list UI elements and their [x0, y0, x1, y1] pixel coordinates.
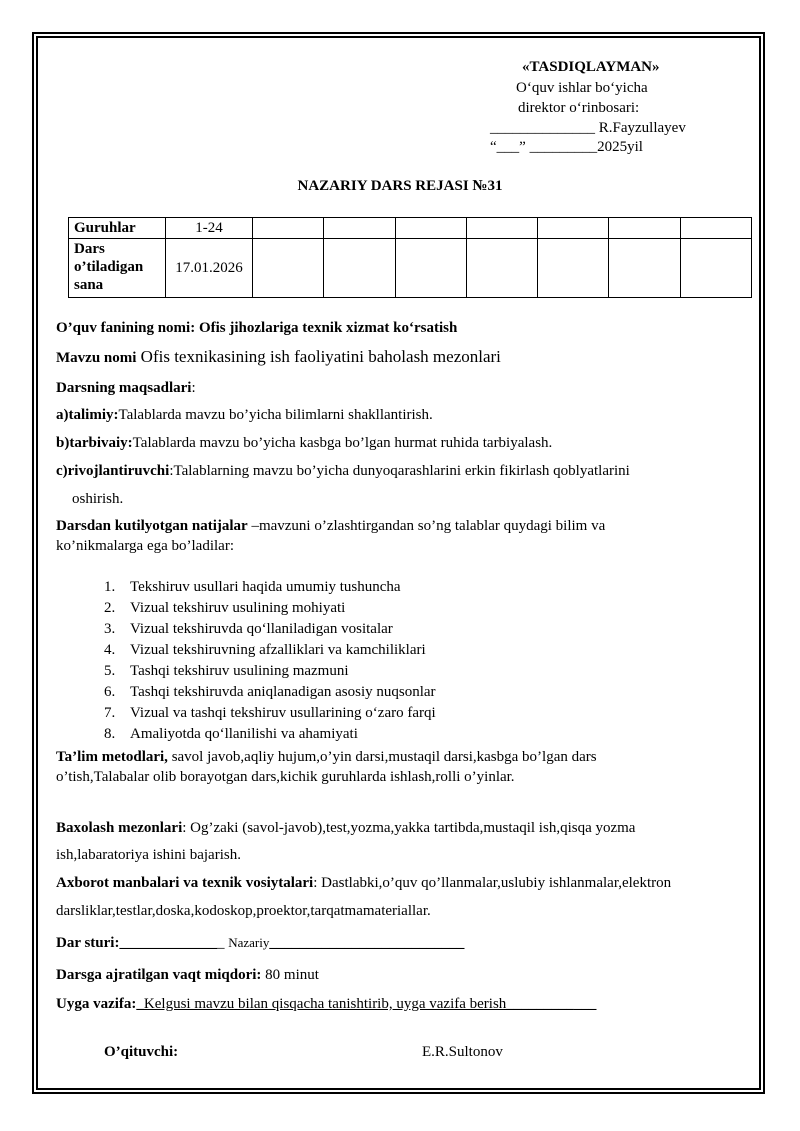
list-item-number: 3.: [104, 621, 116, 637]
subject-value: Ofis jihozlariga texnik xizmat ko‘rsatish: [195, 320, 458, 336]
goal-c-label: c)rivojlantiruvchi: [56, 463, 170, 479]
lesson-type-blank-2: _: [216, 935, 229, 951]
goals-label: Darsning maqsadlari: [56, 380, 192, 396]
list-item-text: Vizual tekshiruvda qo‘llaniladigan vositalar: [130, 621, 393, 637]
list-item-text: Vizual tekshiruvning afzalliklari va kamchiliklari: [130, 642, 426, 658]
methods-line-2: o’tish,Talabalar olib borayotgan dars,kichik guruhlarda ishlash,rolli o’yinlar.: [56, 769, 515, 785]
time-value: 80 minut: [261, 967, 319, 983]
list-item-number: 5.: [104, 663, 116, 679]
groups-table: [68, 217, 752, 298]
table-cell: [466, 239, 537, 298]
assessment-line-1: [56, 819, 635, 837]
list-item: [104, 662, 436, 683]
lesson-type-blank: :_____________: [114, 935, 217, 951]
list-item-text: Tashqi tekshiruvda aniqlanadigan asosiy nuqsonlar: [130, 684, 436, 700]
results-text: –mavzuni o’zlashtirgandan so’ng talablar quydagi bilim va: [247, 518, 606, 534]
approval-date: “___” _________2025yil: [490, 139, 643, 155]
goal-b-label: b)tarbivaiy:: [56, 435, 133, 451]
date-label-line: sana: [74, 277, 104, 293]
approval-signature: ______________ R.Fayzullayev: [490, 120, 686, 136]
teacher-name: E.R.Sultonov: [422, 1044, 503, 1060]
results-list: [104, 578, 436, 746]
table-cell: [466, 218, 537, 239]
table-cell: [395, 218, 466, 239]
table-cell: [680, 218, 751, 239]
time-label: Darsga ajratilgan vaqt miqdori:: [56, 967, 262, 983]
table-cell: [324, 218, 395, 239]
goals-heading: [56, 379, 196, 397]
methods-label: Ta’lim metodlari,: [56, 749, 168, 765]
table-cell: [253, 239, 324, 298]
list-item-text: Vizual va tashqi tekshiruv usullarining o‘zaro farqi: [130, 705, 436, 721]
lesson-type-line: [56, 934, 464, 952]
date-label: [69, 239, 166, 298]
table-cell: [324, 239, 395, 298]
list-item-text: Vizual tekshiruv usulining mohiyati: [130, 600, 346, 616]
homework-line: [56, 995, 596, 1013]
table-cell: [395, 239, 466, 298]
goal-b-text: Talablarda mavzu bo’yicha kasbga bo’lgan hurmat ruhida tarbiyalash.: [132, 435, 553, 451]
results-label: Darsdan kutilyotgan natijalar: [56, 518, 248, 534]
methods-text: savol javob,aqliy hujum,o’yin darsi,mustaqil darsi,kasbga bo’lgan dars: [167, 749, 597, 765]
goal-c-text: :Talablarning mavzu bo’yicha dunyoqarashlarini erkin fikirlash qoblyatlarini: [169, 463, 630, 479]
table-row: [69, 218, 752, 239]
lesson-type-blank-3: __________________________: [269, 935, 465, 951]
topic-line: [56, 348, 501, 367]
document-title: NAZARIY DARS REJASI №31: [297, 178, 503, 194]
time-line: [56, 966, 319, 984]
homework-value: _Kelgusi mavzu bilan qisqacha tanishtirib, uyga vazifa berish_________: [136, 996, 574, 1012]
table-cell: [538, 218, 609, 239]
table-cell: [680, 239, 751, 298]
sources-text: : Dastlabki,o’quv qo’llanmalar,uslubiy ishlanmalar,elektron: [313, 875, 672, 891]
goal-b: [56, 434, 552, 452]
topic-label: Mavzu nomi: [56, 350, 137, 366]
goal-a-label: a)talimiy:: [56, 407, 119, 423]
list-item-text: Tekshiruv usullari haqida umumiy tushuncha: [130, 579, 401, 595]
goal-c: [56, 462, 630, 480]
list-item: [104, 620, 436, 641]
results-line-2: ko’nikmalarga ega bo’ladilar:: [56, 538, 234, 554]
list-item-number: 2.: [104, 600, 116, 616]
table-cell: [609, 218, 680, 239]
approval-line-1: O‘quv ishlar bo‘yicha: [516, 80, 648, 96]
teacher-label: O’qituvchi:: [104, 1044, 179, 1060]
list-item-number: 7.: [104, 705, 116, 721]
sources-label: Axborot manbalari va texnik vosiytalari: [56, 875, 314, 891]
homework-label: Uyga vazifa:: [56, 996, 137, 1012]
list-item-number: 1.: [104, 579, 116, 595]
list-item-text: Amaliyotda qo‘llanilishi va ahamiyati: [130, 726, 358, 742]
list-item-number: 8.: [104, 726, 116, 742]
groups-label: Guruhlar: [69, 218, 166, 239]
goal-a: [56, 406, 433, 424]
table-cell: [538, 239, 609, 298]
approval-line-2: direktor o‘rinbosari:: [518, 100, 640, 116]
table-cell: [609, 239, 680, 298]
date-label-line: o’tiladigan: [74, 259, 144, 275]
results-line-1: [56, 517, 605, 535]
list-item: [104, 683, 436, 704]
subject-label: O’quv fanining nomi:: [56, 320, 196, 336]
table-cell: [253, 218, 324, 239]
list-item: [104, 578, 436, 599]
assessment-line-2: ish,labaratoriya ishini bajarish.: [56, 847, 241, 863]
date-value: 17.01.2026: [166, 239, 253, 298]
lesson-type-label: Dar sturi: [56, 935, 115, 951]
list-item: [104, 704, 436, 725]
list-item-number: 4.: [104, 642, 116, 658]
homework-tail: ___: [573, 996, 597, 1012]
lesson-type-value: Nazariy: [228, 935, 270, 950]
topic-value: Ofis texnikasining ish faoliyatini baholash mezonlari: [136, 347, 501, 366]
table-row: [69, 239, 752, 298]
list-item-number: 6.: [104, 684, 116, 700]
subject-line: [56, 319, 457, 337]
goal-a-text: Talablarda mavzu bo’yicha bilimlarni shakllantirish.: [118, 407, 433, 423]
assessment-label: Baxolash mezonlari: [56, 820, 183, 836]
date-label-line: Dars: [74, 241, 105, 257]
goals-colon: :: [191, 380, 196, 396]
list-item-text: Tashqi tekshiruv usulining mazmuni: [130, 663, 349, 679]
goal-c-continuation: oshirish.: [72, 491, 124, 507]
list-item: [104, 641, 436, 662]
methods-line-1: [56, 748, 597, 766]
groups-value: 1-24: [166, 218, 253, 239]
approval-title: «TASDIQLAYMAN»: [522, 59, 660, 75]
assessment-text: : Og’zaki (savol-javob),test,yozma,yakka tartibda,mustaqil ish,qisqa yozma: [182, 820, 636, 836]
list-item: [104, 599, 436, 620]
sources-line-2: darsliklar,testlar,doska,kodoskop,proektor,tarqatmamateriallar.: [56, 903, 431, 919]
list-item: [104, 725, 436, 746]
sources-line-1: [56, 874, 671, 892]
